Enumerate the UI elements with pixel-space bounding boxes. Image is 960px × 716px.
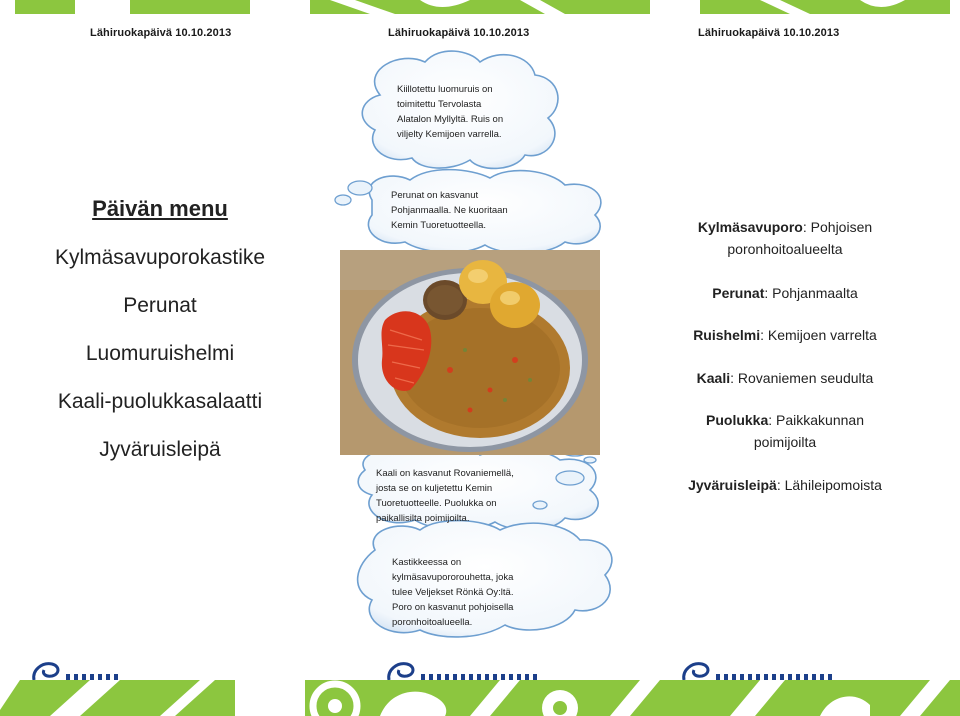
origin-name: Kaali (696, 370, 731, 386)
cloud-line: Kaali on kasvanut Rovaniemellä, (376, 468, 514, 479)
cloud-line: Alatalon Myllyltä. Ruis on (397, 114, 504, 125)
cloud-1-text (397, 82, 503, 142)
menu-item: Kaali-puolukkasalaatti (57, 390, 263, 413)
cloud-line: Kemin Tuoretuotteella. (391, 220, 487, 231)
origin-name: Jyväruisleipä (688, 477, 777, 493)
cloud-3-text (376, 466, 514, 526)
cloud-line: Perunat on kasvanut (391, 190, 479, 201)
bottom-decor-band (0, 680, 960, 716)
origin-entry: Puolukka: Paikkakunnan poimijoilta (660, 409, 910, 453)
cloud-line: Kastikkeessa on (392, 557, 462, 568)
cloud-line: tulee Veljekset Rönkä Oy:ltä. (392, 587, 514, 598)
origin-place: Paikkakunnan (776, 412, 864, 428)
cloud-line: poronhoitoalueella. (392, 617, 473, 628)
origin-place: Kemijoen varrelta (767, 327, 877, 343)
cloud-line: Tuoretuotteelle. Puolukka on (376, 498, 497, 509)
cloud-line: kylmäsavupororouhetta, joka (392, 572, 514, 583)
origin-name: Puolukka (706, 412, 769, 428)
origin-place: Pohjanmaalta (772, 285, 858, 301)
cloud-line: viljelty Kemijoen varrella. (397, 129, 502, 140)
food-plate-photo (340, 250, 600, 455)
origin-place: Lähileipomoista (784, 477, 882, 493)
cloud-line: Poro on kasvanut pohjoisella (392, 602, 514, 613)
page-header-right: Lähiruokapäivä 10.10.2013 (698, 27, 840, 39)
cloud-line: paikallisilta poimijoilta. (376, 513, 470, 524)
origin-entry: Jyväruisleipä: Lähileipomoista (688, 477, 882, 493)
cloud-line: Kiillotettu luomuruis on (397, 84, 493, 95)
origin-entry: Kylmäsavuporo: Pohjoisen poronhoitoalueelta (660, 216, 910, 260)
cloud-line: toimitettu Tervolasta (397, 99, 482, 110)
menu-item: Perunat (123, 294, 197, 317)
origin-place-line2: poimijoilta (753, 434, 817, 450)
page-header-middle: Lähiruokapäivä 10.10.2013 (388, 27, 530, 39)
cloud-line: Pohjanmaalla. Ne kuoritaan (391, 205, 508, 216)
cloud-4-text (392, 555, 513, 630)
origin-entry: Perunat: Pohjanmaalta (712, 285, 858, 301)
origin-entry: Kaali: Rovaniemen seudulta (696, 370, 874, 386)
origin-place: Rovaniemen seudulta (737, 370, 874, 386)
origin-name: Perunat (712, 285, 765, 301)
origin-name: Kylmäsavuporo (697, 219, 803, 235)
cloud-2-text (391, 188, 508, 233)
menu-item: Luomuruishelmi (85, 342, 235, 365)
origin-place: Pohjoisen (810, 219, 873, 235)
origin-place-line2: poronhoitoalueelta (727, 241, 843, 257)
menu-item: Kylmäsavuporokastike (54, 246, 266, 269)
menu-item: Jyväruisleipä (99, 438, 221, 461)
origin-name: Ruishelmi (693, 327, 761, 343)
origin-entry: Ruishelmi: Kemijoen varrelta (693, 327, 877, 343)
menu-title: Päivän menu (92, 196, 228, 221)
cloud-line: josta se on kuljetettu Kemin (376, 483, 493, 494)
page-header-left: Lähiruokapäivä 10.10.2013 (90, 27, 232, 39)
